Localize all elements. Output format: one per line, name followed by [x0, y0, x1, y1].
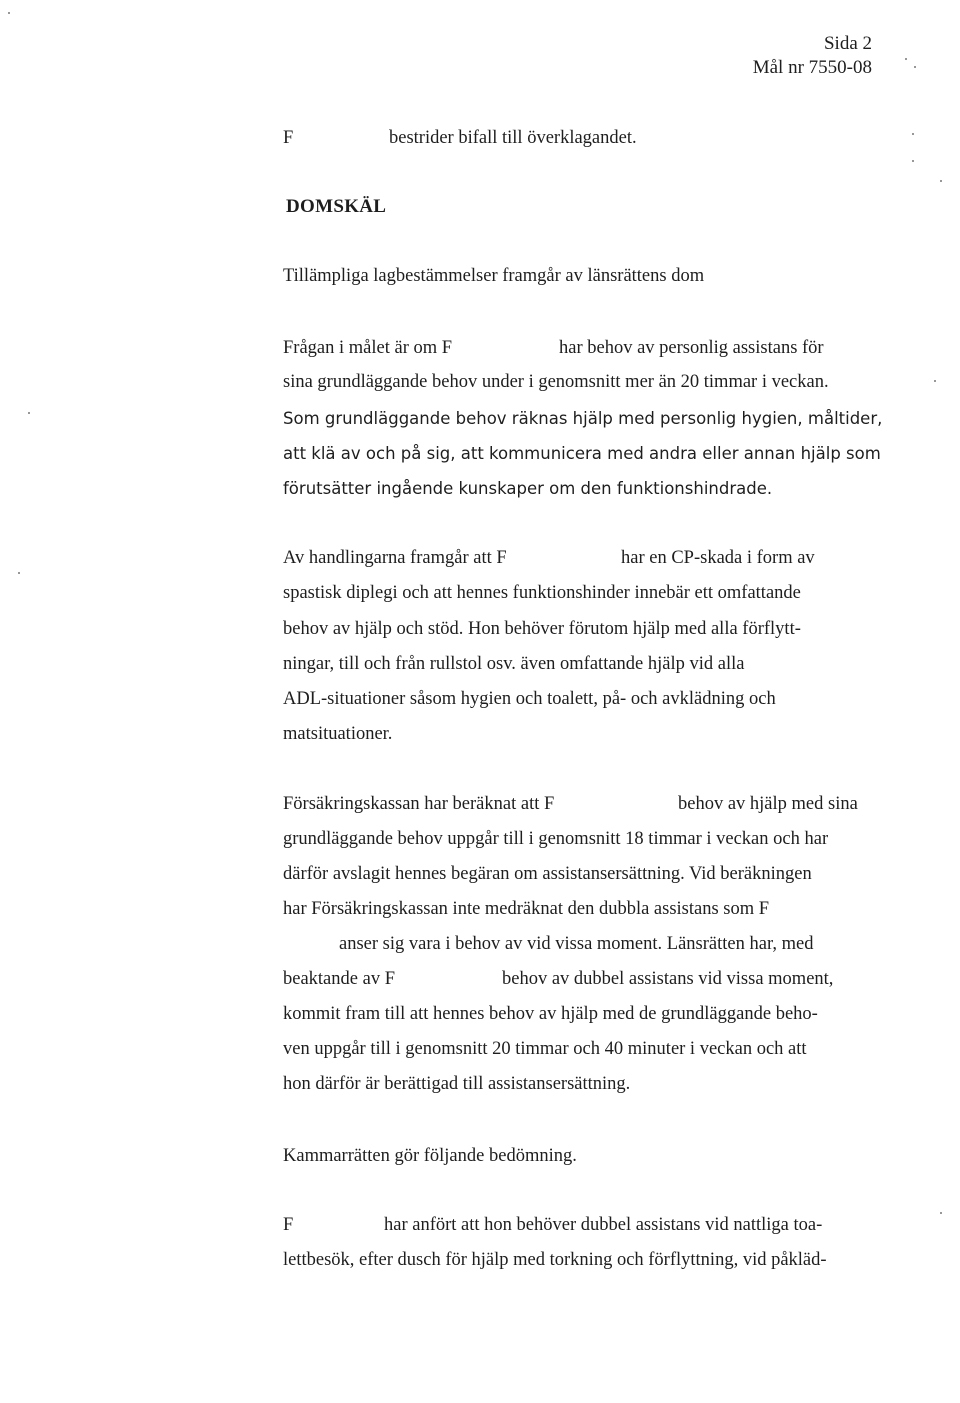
paragraph-2-line-4: att klä av och på sig, att kommunicera med andra eller annan hjälp som [283, 444, 881, 463]
paragraph-4-line-2: grundläggande behov uppgår till i genomsnitt 18 timmar i veckan och har [283, 829, 829, 849]
paragraph-3-line-4: ningar, till och från rullstol osv. även omfattande hjälp vid alla [283, 654, 745, 674]
case-number: Mål nr 7550-08 [752, 57, 872, 78]
scan-speck [914, 66, 916, 68]
section-heading: DOMSKÄL [286, 196, 387, 217]
scan-speck [905, 58, 907, 60]
page-header [753, 32, 872, 80]
scan-speck [912, 133, 914, 135]
paragraph-5: Kammarrätten gör följande bedömning. [283, 1146, 577, 1166]
scan-speck [8, 12, 10, 14]
scan-speck [934, 380, 936, 382]
paragraph-3-line-5: ADL-situationer såsom hygien och toalett, på- och avklädning och [283, 689, 776, 709]
paragraph-6-line-1a: F [283, 1215, 294, 1235]
paragraph-4-line-6b: behov av dubbel assistans vid vissa moment, [502, 969, 834, 989]
scan-speck [28, 412, 30, 414]
paragraph-3-line-1a: Av handlingarna framgår att F [283, 548, 507, 568]
scan-speck [18, 572, 20, 574]
paragraph-4-line-3: därför avslagit hennes begäran om assistansersättning. Vid beräkningen [283, 864, 812, 884]
paragraph-2-line-5: förutsätter ingående kunskaper om den funktionshindrade. [283, 479, 773, 498]
paragraph-3-line-6: matsituationer. [283, 724, 393, 744]
paragraph-4-line-5: anser sig vara i behov av vid vissa moment. Länsrätten har, med [339, 934, 814, 954]
paragraph-4-line-6a: beaktande av F [283, 969, 395, 989]
paragraph-6-line-2: lettbesök, efter dusch för hjälp med torkning och förflyttning, vid påkläd- [283, 1250, 827, 1270]
page-number: Sida 2 [823, 33, 872, 54]
paragraph-3-line-1b: har en CP-skada i form av [621, 548, 815, 568]
paragraph-2-line-3: Som grundläggande behov räknas hjälp med personlig hygien, måltider, [283, 409, 883, 428]
paragraph-4-line-1a: Försäkringskassan har beräknat att F [283, 794, 555, 814]
paragraph-2-line-1a: Frågan i målet är om F [283, 338, 453, 358]
intro-line [283, 128, 293, 149]
scan-speck [940, 180, 942, 182]
scan-speck [940, 1212, 942, 1214]
intro-text: bestrider bifall till överklagandet. [389, 128, 637, 148]
paragraph-2-line-2: sina grundläggande behov under i genomsnitt mer än 20 timmar i veckan. [283, 372, 829, 392]
party-name: F [283, 128, 294, 148]
paragraph-6-line-1b: har anfört att hon behöver dubbel assistans vid nattliga toa- [384, 1215, 823, 1235]
paragraph-1: Tillämpliga lagbestämmelser framgår av länsrättens dom [283, 266, 705, 286]
paragraph-4-line-4: har Försäkringskassan inte medräknat den dubbla assistans som F [283, 899, 770, 919]
paragraph-4-line-7: kommit fram till att hennes behov av hjälp med de grundläggande beho- [283, 1004, 818, 1024]
paragraph-3-line-2: spastisk diplegi och att hennes funktionshinder innebär ett omfattande [283, 583, 801, 603]
paragraph-4-line-8: ven uppgår till i genomsnitt 20 timmar och 40 minuter i veckan och att [283, 1039, 807, 1059]
paragraph-2-line-1b: har behov av personlig assistans för [559, 338, 824, 358]
paragraph-4-line-9: hon därför är berättigad till assistansersättning. [283, 1074, 631, 1094]
paragraph-4-line-1b: behov av hjälp med sina [678, 794, 858, 814]
paragraph-3-line-3: behov av hjälp och stöd. Hon behöver förutom hjälp med alla förflytt- [283, 619, 801, 639]
scan-speck [912, 160, 914, 162]
